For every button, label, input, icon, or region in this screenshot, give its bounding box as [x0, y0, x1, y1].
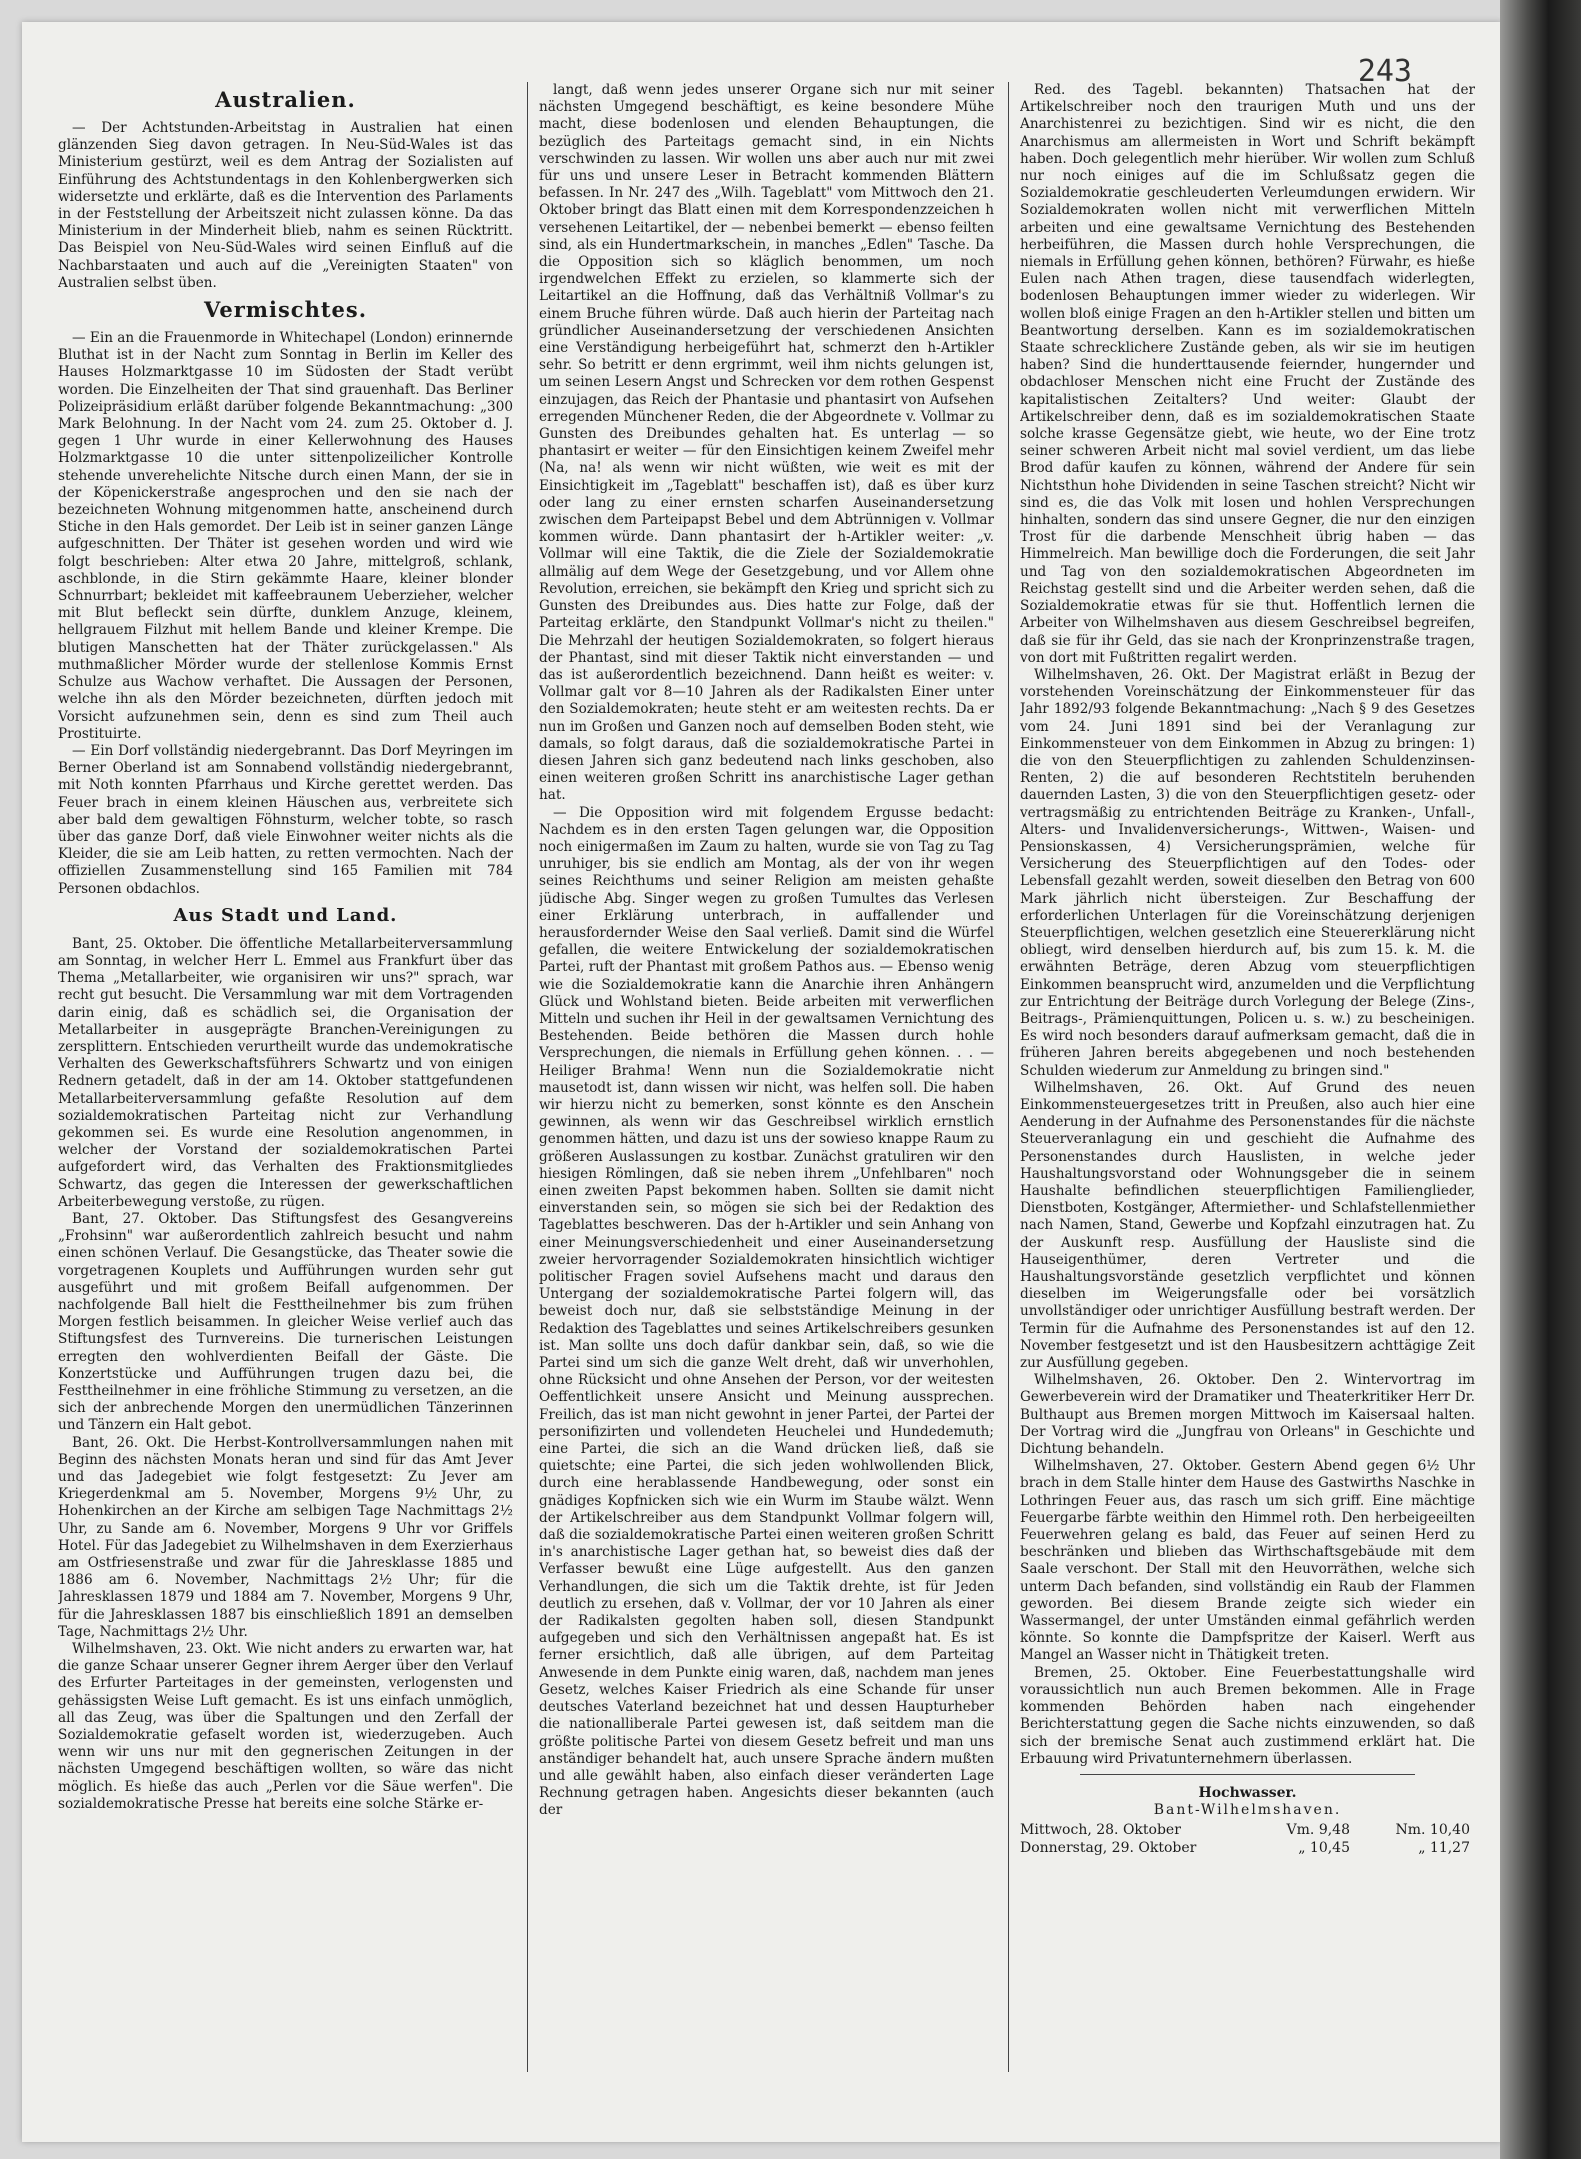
article-wilhelmshaven-2: Wilhelmshaven, 26. Okt. Der Magistrat erläßt in Bezug der vorstehenden Voreinschätzung der Einkommensteuer für das Jahr 1892/93 folgende Bekanntmachung: „Nach § 9 des Gesetzes vom 24. Juni 1891 sind bei der Veranlagung zur Einkommensteuer von dem Einkommen in Abzug zu bringen: 1) die von den Steuerpflichtigen zu zahlenden Schuldenzinsen-Renten, 2) die auf besonderen Rechtstiteln beruhenden dauernden Lasten, 3) die von den Steuerpflichtigen gesetz- oder vertragsmäßig zu entrichtenden Beiträge zu Kranken-, Unfall-, Alters- und Invalidenversicherungs-, Wittwen-, Waisen- und Pensionskassen, 4) Versicherungsprämien, welche für Versicherung des Steuerpflichtigen auf den Todes- oder Lebensfall gezahlt werden, soweit dieselben den Betrag von 600 Mark jährlich nicht übersteigen. Zur Beschaffung der erforderlichen Unterlagen für die Voreinschätzung derjenigen Steuerpflichtigen, welchen gesetzlich eine Steuererklärung nicht obliegt, wird denselben hierdurch auf, bis zum 15. k. M. die erwähnten Beträge, deren Abzug vom steuerpflichtigen Einkommen beansprucht wird, anzumelden und die Verpflichtung zur Entrichtung der Beiträge durch Vorlegung der Belege (Zins-, Beitrags-, Prämienquittungen, Policen u. s. w.) zu bescheinigen. Es wird noch besonders darauf aufmerksam gemacht, daß die in früheren Jahren bereits abgegebenen und noch bestehenden Schulden wiederum zur Anmeldung zu bringen sind." — [1020, 666, 1475, 1079]
page-number: 243 — [1357, 54, 1412, 89]
article-wilhelmshaven-1: Wilhelmshaven, 23. Okt. Wie nicht anders zu erwarten war, hat die ganze Schaar unserer Gegner ihrem Aerger über den Verlauf des Erfurter Parteitages in der gemeinsten, verlogensten und gehässigsten Weise Luft gemacht. Es ist uns einfach unmöglich, all das Zeug, was über die Spaltungen und den Zerfall der Sozialdemokratie gefaselt worden ist, wiederzugeben. Auch wenn wir uns nur mit den gegnerischen Zeitungen in der nächsten Umgegend beschäftigen wollten, so wäre das nicht möglich. Es hieße das auch „Perlen vor die Säue werfen". Die sozialdemokratische Presse hat bereits eine solche Stärke er- — [58, 1641, 513, 1812]
column-2 — [539, 82, 994, 2082]
section-heading-vermischtes: Vermischtes. — [203, 297, 368, 323]
tide-title: Hochwasser. — [1198, 1784, 1297, 1801]
article-australia: — Der Achtstunden-Arbeitstag in Australien hat einen glänzenden Sieg davon getragen. In Neu-Süd-Wales ist das Ministerium gestürzt, weil es dem Antrag der Sozialisten auf Einführung des Achtstundentags in den Kohlenbergwerken sich widersetzte und erklärte, daß es die Intervention des Parlaments in der Feststellung der Arbeitszeit nicht zulassen könne. Da das Ministerium in der Minderheit blieb, nahm es seinen Rücktritt. Das Beispiel von Neu-Süd-Wales wird seinen Einfluß auf die Nachbarstaaten und auch auf die „Vereinigten Staaten" von Australien selbst üben. — [58, 120, 513, 291]
divider — [1080, 1774, 1415, 1775]
section-heading-stadt-und-land: Aus Stadt und Land. — [173, 904, 398, 926]
book-binding-edge — [1500, 0, 1581, 2159]
column-divider — [1008, 82, 1009, 2072]
article-continuation-1: langt, daß wenn jedes unserer Organe sich nur mit seiner nächsten Umgegend beschäftigt, es keine besondere Mühe macht, diese bodenlosen und elenden Behauptungen, die bezüglich des Parteitags gemacht sind, in ein Nichts verschwinden zu lassen. Wir wollen uns aber auch nur mit zwei für uns und unsere Leser in Betracht kommenden Blättern befassen. In Nr. 247 des „Wilh. Tageblatt" vom Mittwoch den 21. Oktober bringt das Blatt einen mit dem Korrespondenzzeichen h versehenen Leitartikel, der — nebenbei bemerkt — ebenso feilten sind, als ein Hundertmarkschein, in manches „Edlen" Tasche. Da die Opposition sich so kläglich benommen, um noch irgendwelchen Effekt zu erzielen, so klammerte sich der Leitartikel an die Hoffnung, daß das Verhältniß Vollmar's zu einem Bruche führen würde. Daß auch hierin der Parteitag nach gründlicher Auseinandersetzung der verschiedenen Ansichten eine Verständigung herbeigeführt hat, schmerzt den h-Artikler sehr. So betritt er denn ergrimmt, weil ihm nichts gelungen ist, um seinen Lesern Angst und Schrecken vor dem rothen Gespenst einzujagen, das Reich der Phantasie und phantasirt von Aufsehen erregenden Münchener Reden, die der Abgeordnete v. Vollmar zu Gunsten des Dreibundes gehalten hat. Es unterlag — so phantasirt er weiter — für den Einsichtigen keinem Zweifel mehr (Na, na! als wenn wir nicht wüßten, wie weit es mit der Einsichtigkeit im „Tageblatt" beschaffen ist), daß es über kurz oder lang zu einer ernsten scharfen Auseinandersetzung zwischen dem Parteipapst Bebel und dem Abtrünnigen v. Vollmar kommen würde. Dann phantasirt der h-Artikler weiter: „v. Vollmar will eine Taktik, die die Ziele der Sozialdemokratie allmälig auf dem Wege der Gesetzgebung, und vor Allem ohne Revolution, erreichen, sie bekämpft den Krieg und spricht sich zu Gunsten des Dreibundes aus. Dies hatte zur Folge, daß der Parteitag erklärte, den Standpunkt Vollmar's nicht zu theilen." Die Mehrzahl der heutigen Sozialdemokraten, so folgert hieraus der Phantast, sind mit dieser Taktik nicht einverstanden — und das ist außerordentlich bezeichnend. Dann heißt es weiter: v. Vollmar galt vor 8—10 Jahren als der Radikalsten Einer unter den Sozialdemokraten; heute steht er am weitesten rechts. Da er nun im Großen und Ganzen noch auf demselben Boden steht, wie damals, so folgt daraus, daß die sozialdemokratische Partei in diesen Jahren sich ganz bedeutend nach links geschoben, also einen weiteren großen Schritt ins anarchistische Lager gethan hat. — [539, 82, 994, 804]
tide-afternoon: „ 11,27 — [1418, 1840, 1470, 1857]
section-heading-australien: Australien. — [215, 87, 356, 112]
article-bant-1: Bant, 25. Oktober. Die öffentliche Metallarbeiterversammlung am Sonntag, in welcher Herr L. Emmel aus Frankfurt über das Thema „Metallarbeiter, wie organisiren wir uns?" sprach, war recht gut besucht. Die Versammlung war mit dem Vortragenden darin einig, daß es schädlich sei, die Organisation der Metallarbeiter in ausgeprägte Branchen-Vereinigungen zu zersplittern. Entschieden verurtheilt wurde das undemokratische Verhalten des Gewerkschaftsführers Schwartz und von einigen Rednern getadelt, daß in der am 14. Oktober stattgefundenen Metallarbeiterversammlung gefaßte Resolution auf dem sozialdemokratischen Parteitag nicht zur Verhandlung gekommen sei. Es wurde eine Resolution angenommen, in welcher der Vorstand der sozialdemokratischen Partei aufgefordert wird, das Verhalten des Fraktionsmitgliedes Schwartz, das gegen die Interessen der gewerkschaftlichen Arbeiterbewegung verstoße, zu rügen. — [58, 935, 513, 1210]
tide-morning: Vm. 9,48 — [1286, 1822, 1350, 1839]
tide-place: Bant-Wilhelmshaven. — [1153, 1802, 1342, 1819]
article-bant-2: Bant, 27. Oktober. Das Stiftungsfest des Gesangvereins „Frohsinn" war außerordentlich zahlreich besucht und nahm einen schönen Verlauf. Die Gesangstücke, das Theater sowie die vorgetragenen Kouplets und Aufführungen wurden sehr gut ausgeführt und mit großem Beifall aufgenommen. Der nachfolgende Ball hielt die Festtheilnehmer bis zum frühen Morgen festlich beisammen. In gleicher Weise verlief auch das Stiftungsfest des Turnvereins. Die turnerischen Leistungen erregten den wohlverdienten Beifall der Gäste. Die Konzertstücke und Aufführungen trugen dazu bei, die Festtheilnehmer in eine fröhliche Stimmung zu versetzen, an die sich der anbrechende Morgen den unermüdlichen Tänzerinnen und Tänzern ein Halt gebot. — [58, 1210, 513, 1434]
article-wilhelmshaven-5: Wilhelmshaven, 27. Oktober. Gestern Abend gegen 6½ Uhr brach in dem Stalle hinter dem Hause des Gastwirths Naschke in Lothringen Feuer aus, das rasch um sich griff. Eine mächtige Feuergarbe färbte weithin den Himmel roth. Den herbeigeeilten Feuerwehren gelang es bald, das Feuer auf seinen Herd zu beschränken und blieben das Wirthschaftsgebäude mit dem Saale verschont. Der Stall mit den Heuvorräthen, welche sich unterm Dach befanden, sind vollständig ein Raub der Flammen geworden. Bei diesem Brande zeigte sich wieder ein Wassermangel, der unter Umständen einmal gefährlich werden könnte. So konnte die Dampfspritze der Kaiserl. Werft aus Mangel an Wasser nicht in Thätigkeit treten. — [1020, 1458, 1475, 1664]
column-divider — [527, 82, 528, 2072]
article-bant-3: Bant, 26. Okt. Die Herbst-Kontrollversammlungen nahen mit Beginn des nächsten Monats heran und sind für das Amt Jever und das Jadegebiet wie folgt festgesetzt: Zu Jever am Kriegerdenkmal am 5. November, Morgens 9½ Uhr, zu Hohenkirchen an der Kirche am selbigen Tage Nachmittags 2½ Uhr, zu Sande am 6. November, Morgens 9 Uhr vor Griffels Hotel. Für das Jadegebiet zu Wilhelmshaven in dem Exerzierhaus am Ostfriesenstraße und zwar für die Jahresklasse 1885 und 1886 am 6. November, Nachmittags 2½ Uhr; für die Jahresklassen 1879 und 1884 am 7. November, Morgens 9 Uhr, für die Jahresklassen 1887 bis einschließlich 1891 an demselben Tage, Nachmittags 2½ Uhr. — [58, 1434, 513, 1640]
article-continuation-3: Red. des Tagebl. bekannten) Thatsachen hat der Artikelschreiber noch den traurigen Muth und uns der Anarchistenrei zu bezichtigen. Sind wir es nicht, die den Anarchismus am allermeisten in Wort und Schrift bekämpft haben. Doch gelegentlich mehr hierüber. Wir wollen zum Schluß nur noch einiges auf die im Schlußsatz gegen die Sozialdemokratie geschleuderten Verleumdungen erwidern. Wir Sozialdemokraten wollen nicht mit verwerflichen Mitteln arbeiten und eine gewaltsame Vernichtung des Bestehenden herbeiführen, die Massen durch hohle Versprechungen, die niemals in Erfüllung gehen können, bethören? Fürwahr, es hieße Eulen nach Athen tragen, diese tausendfach widerlegten, bodenlosen Behauptungen immer wieder zu widerlegen. Wir wollen bloß einige Fragen an den h-Artikler stellen und bitten um Beantwortung derselben. Kann es im sozialdemokratischen Staate schrecklichere Zustände geben, als wir sie im heutigen haben? Sind die hunderttausende feiernder, hungernder und obdachloser Menschen nicht eine Frucht der Zustände des kapitalistischen Zeitalters? Und weiter: Glaubt der Artikelschreiber denn, daß es im sozialdemokratischen Staate solche krasse Gegensätze giebt, wie heute, wo der Eine trotz seiner schweren Arbeit nicht mal soviel verdient, um das liebe Brod dafür kaufen zu können, während der Andere für sein Nichtsthun hohe Dividenden in seine Taschen streicht? Nicht wir sind es, die das Volk mit losen und hohlen Versprechungen hinhalten, sondern das sind unsere Gegner, die nur den einzigen Trost für die darbende Menschheit übrig haben — das Himmelreich. Man bewillige doch die Forderungen, die seit Jahr und Tag von den sozialdemokratischen Abgeordneten im Reichstag gestellt sind und die Arbeiter werden sehen, daß die Sozialdemokratie etwas für sie thut. Hoffentlich lernen die Arbeiter von Wilhelmshaven aus diesem Geschreibsel begreifen, daß sie für ihr Geld, das sie nach der Kronprinzenstraße tragen, von dort mit Fußtritten regalirt werden. — [1020, 82, 1475, 666]
tide-day: Donnerstag, 29. Oktober — [1020, 1840, 1197, 1857]
newspaper-page — [22, 22, 1502, 2142]
tide-row — [1020, 1821, 1475, 1839]
tide-row — [1020, 1839, 1475, 1857]
article-wilhelmshaven-3: Wilhelmshaven, 26. Okt. Auf Grund des neuen Einkommensteuergesetzes tritt in Preußen, also auch hier eine Aenderung in der Aufnahme des Personenstandes für die nächste Steuerveranlagung ein und geschieht die Aufnahme des Personenstandes durch Hauslisten, in welche jeder Haushaltungsvorstand oder Wohnungsgeber die in seinem Haushalte befindlichen steuerpflichtigen Familienglieder, Dienstboten, Kostgänger, Aftermiether- und Schlafstellenmiether nach Namen, Stand, Gewerbe und Kopfzahl einzutragen hat. Zu der Auskunft resp. Ausfüllung der Hausliste sind die Hauseigenthümer, deren Vertreter und die Haushaltungsvorstände gesetzlich verpflichtet und können dieselben im Weigerungsfalle oder bei vorsätzlich unvollständiger oder unrichtiger Ausfüllung bestraft werden. Der Termin für die Aufnahme des Personenstandes ist auf den 12. November festgesetzt und ist den Hausbesitzern achttägige Zeit zur Ausfüllung gegeben. — [1020, 1079, 1475, 1372]
article-wilhelmshaven-4: Wilhelmshaven, 26. Oktober. Den 2. Wintervortrag im Gewerbeverein wird der Dramatiker und Theaterkritiker Herr Dr. Bulthaupt aus Bremen morgen Mittwoch im Kaisersaal halten. Der Vortrag wird die „Jungfrau von Orleans" in Geschichte und Dichtung behandeln. — [1020, 1372, 1475, 1458]
tide-morning: „ 10,45 — [1298, 1840, 1350, 1857]
article-dorf: — Ein Dorf vollständig niedergebrannt. Das Dorf Meyringen im Berner Oberland ist am Sonnabend vollständig niedergebrannt, mit Noth konnten Pfarrhaus und Kirche gerettet werden. Das Feuer brach in einem kleinen Häuschen aus, verbreitete sich aber bald dem gewaltigen Föhnsturm, welcher tobte, so rasch über das ganze Dorf, daß viele Einwohner weiter nichts als die Kleider, die sie am Leib hatten, zu retten vermochten. Nach der offiziellen Zusammenstellung sind 165 Familien mit 784 Personen obdachlos. — [58, 742, 513, 897]
column-3 — [1020, 82, 1475, 2082]
article-bremen: Bremen, 25. Oktober. Eine Feuerbestattungshalle wird voraussichtlich nun auch Bremen bekommen. Alle in Frage kommenden Behörden haben nach eingehender Berichterstattung gegen die Sache nichts einzuwenden, so daß sich der bremische Senat auch zustimmend erklärt hat. Die Erbauung wird Privatunternehmern überlassen. — [1020, 1664, 1475, 1767]
column-1 — [58, 82, 513, 2082]
article-whitechapel: — Ein an die Frauenmorde in Whitechapel (London) erinnernde Bluthat ist in der Nacht zum Sonntag in Berlin im Keller des Hauses Holzmarktgasse 10 im Südosten der Stadt verübt worden. Die Einzelheiten der That sind grauenhaft. Das Berliner Polizeipräsidium erläßt darüber folgende Bekanntmachung: „300 Mark Belohnung. In der Nacht vom 24. zum 25. Oktober d. J. gegen 1 Uhr wurde in einer Kellerwohnung des Hauses Holzmarktgasse 10 die unter sittenpolizeilicher Kontrolle stehende unverehelichte Nitsche durch einen Mann, der sie in der Köpenickerstraße angesprochen und den sie nach der bezeichneten Wohnung mitgenommen hatte, anscheinend durch Stiche in den Hals gemordet. Der Leib ist in seiner ganzen Länge aufgeschnitten. Der Thäter ist gesehen worden und wird wie folgt beschrieben: Alter etwa 20 Jahre, mittelgroß, schlank, aschblonde, in die Stirn gekämmte Haare, kleiner blonder Schnurrbart; bekleidet mit kaffeebraunem Ueberzieher, welcher mit Blut befleckt sein dürfte, dunklem Anzuge, kleinem, hellgrauem Filzhut mit hellem Bande und kleiner Krempe. Die blutigen Manschetten hat der Thäter zurückgelassen." Als muthmaßlicher Mörder wurde der stellenlose Kommis Ernst Schulze aus Wachow verhaftet. Die Aussagen der Personen, welche ihn als den Mörder bezeichneten, dürften jedoch mit Vorsicht aufzunehmen sein, denn es sind zum Theil auch Prostituirte. — [58, 330, 513, 742]
tide-day: Mittwoch, 28. Oktober — [1020, 1822, 1181, 1839]
tide-table — [1020, 1785, 1475, 1857]
tide-afternoon: Nm. 10,40 — [1395, 1822, 1470, 1839]
article-continuation-2: — Die Opposition wird mit folgendem Ergusse bedacht: Nachdem es in den ersten Tagen gelungen war, die Opposition noch einigermaßen im Zaum zu halten, wurde sie von Tag zu Tag unruhiger, bis sie endlich am Montag, als der von ihr wegen seines Reichthums und seiner Religion am meisten gehaßte jüdische Abg. Singer wegen zu großen Tumultes das Verlesen einer Erklärung unterbrach, in auffallender und herausfordernder Weise den Saal verließ. Damit sind die Würfel gefallen, die weitere Entwickelung der sozialdemokratischen Partei, ruft der Phantast mit großem Pathos aus. — Ebenso wenig wie die Sozialdemokratie kann die Anarchie ihren Anhängern Glück und Wohlstand bieten. Beide arbeiten mit verwerflichen Mitteln und suchen ihr Heil in der gewaltsamen Vernichtung des Bestehenden. Beide bethören die Massen durch hohle Versprechungen, die niemals in Erfüllung gehen können. . . — Heiliger Brahma! Wenn nun die Sozialdemokratie nicht mausetodt ist, dann wissen wir nicht, was helfen soll. Die haben wir hierzu nicht zu bemerken, sonst könnte es den Anschein gewinnen, als wenn wir das Geschreibsel wirklich ernstlich genommen hätten, und dazu ist uns der sowieso knappe Raum zu größeren Auslassungen zu kostbar. Zunächst gratuliren wir den hiesigen Römlingen, daß sie neben ihrem „Unfehlbaren" noch einen zweiten Papst bekommen haben. Sollten sie damit nicht einverstanden sein, so mögen sie sich bei der Redaktion des Tageblattes beschweren. Das der h-Artikler und sein Anhang von einer Meinungsverschiedenheit und einer Auseinandersetzung zweier hervorragender Sozialdemokraten hinsichtlich wichtiger politischer Fragen soviel Aufsehens macht und daraus den Untergang der sozialdemokratische Partei folgern will, das beweist doch nur, daß sie selbstständige Meinung in der Redaktion des Tageblattes und seines Artikelschreibers gesunken ist. Man sollte uns doch dafür dankbar sein, daß, so wie die Partei sind um sich die ganze Welt dreht, daß wir unverhohlen, ohne Rücksicht und ohne Ansehen der Person, vor der weitesten Oeffentlichkeit unsere Ansicht und Meinung aussprechen. Freilich, das ist man nicht gewohnt in jener Partei, der Partei der personifizirten und vollendeten Heuchelei und Hundedemuth; eine Partei, die sich an die Wand drücken ließ, daß sie quietschte; eine Partei, die sich jeden wohlwollenden Blick, durch eine herablassende Handbewegung, oder sonst ein gnädiges Kopfnicken sich wie ein Wurm im Staube wälzt. Wenn der Artikelschreiber aus dem Standpunkt Vollmar folgern will, daß die sozialdemokratische Partei einen weiteren großen Schritt in's anarchistische Lager gethan hat, so beweist dies daß der Verfasser bewußt eine Lüge aufgestellt. Aus den ganzen Verhandlungen, die sich um die Taktik drehte, ist für Jeden deutlich zu ersehen, daß v. Vollmar, der vor 10 Jahren als einer der Radikalsten gegolten haben soll, diesen Standpunkt aufgegeben und sich den Verhältnissen angepaßt hat. Es ist ferner ersichtlich, daß alle übrigen, auf dem Parteitag Anwesende in dem Punkte einig waren, daß, nachdem man jenes Gesetz, welches Kaiser Friedrich als eine Schande für unser deutsches Vaterland bezeichnet hat und dessen Haupturheber die nationalliberale Partei gewesen ist, daß seitdem man die größte politische Partei von diesem Gesetz befreit und man uns anständiger behandelt hat, auch unsere Sprache ändern mußten und alle gewählt haben, also einfach dieser veränderten Lage Rechnung getragen haben. Angesichts dieser bekannten (auch der — [539, 804, 994, 1819]
